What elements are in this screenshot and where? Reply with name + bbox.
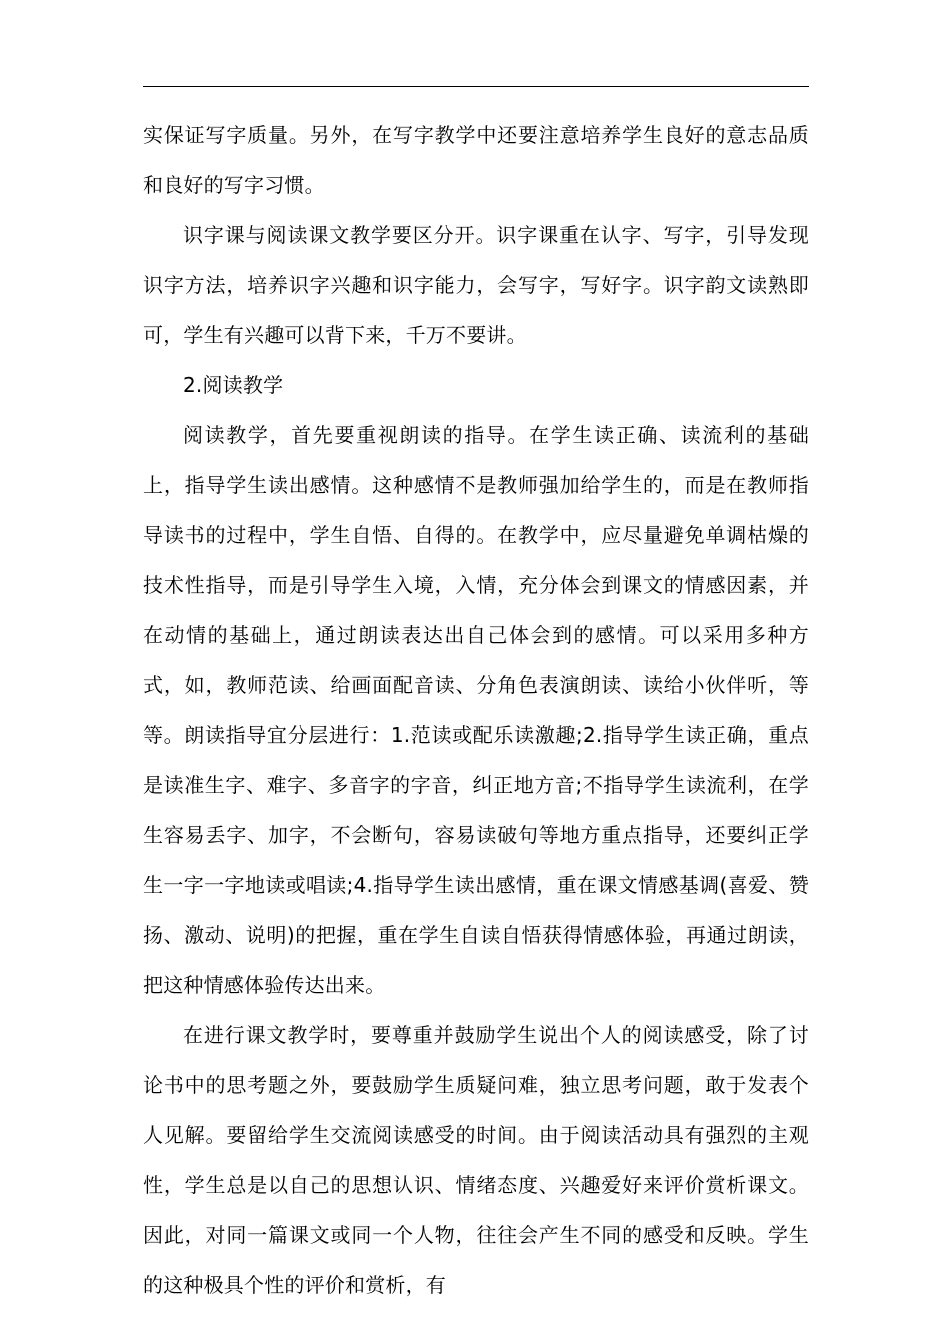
paragraph-literacy-class: 识字课与阅读课文教学要区分开。识字课重在认字、写字，引导发现识字方法，培养识字兴趣和识字能力，会写字，写好字。识字韵文读熟即可，学生有兴趣可以背下来，千万不要讲。 bbox=[143, 223, 809, 347]
section-heading-reading-teaching: 2.阅读教学 bbox=[183, 373, 284, 397]
document-body bbox=[143, 110, 809, 1310]
header-rule bbox=[143, 86, 809, 87]
paragraph-reading-aloud: 阅读教学，首先要重视朗读的指导。在学生读正确、读流利的基础上，指导学生读出感情。这种感情不是教师强加给学生的，而是在教师指导读书的过程中，学生自悟、自得的。在教学中，应尽量避免单调枯燥的技术性指导，而是引导学生入境，入情，充分体会到课文的情感因素，并在动情的基础上，通过朗读表达出自己体会到的感情。可以采用多种方式，如，教师范读、给画面配音读、分角色表演朗读、读给小伙伴听，等等。朗读指导宜分层进行：1.范读或配乐读激趣;2.指导学生读正确，重点是读准生字、难字、多音字的字音，纠正地方音;不指导学生读流利，在学生容易丢字、加字，不会断句，容易读破句等地方重点指导，还要纠正学生一字一字地读或唱读;4.指导学生读出感情，重在课文情感基调(喜爱、赞扬、激动、说明)的把握，重在学生自读自悟获得情感体验，再通过朗读，把这种情感体验传达出来。 bbox=[143, 423, 809, 997]
paragraph-continuation: 实保证写字质量。另外，在写字教学中还要注意培养学生良好的意志品质和良好的写字习惯。 bbox=[143, 123, 809, 197]
paragraph-reading-feelings: 在进行课文教学时，要尊重并鼓励学生说出个人的阅读感受，除了讨论书中的思考题之外，要鼓励学生质疑问难，独立思考问题，敢于发表个人见解。要留给学生交流阅读感受的时间。由于阅读活动具有强烈的主观性，学生总是以自己的思想认识、情绪态度、兴趣爱好来评价赏析课文。因此，对同一篇课文或同一个人物，往往会产生不同的感受和反映。学生的这种极具个性的评价和赏析，有 bbox=[143, 1023, 809, 1297]
